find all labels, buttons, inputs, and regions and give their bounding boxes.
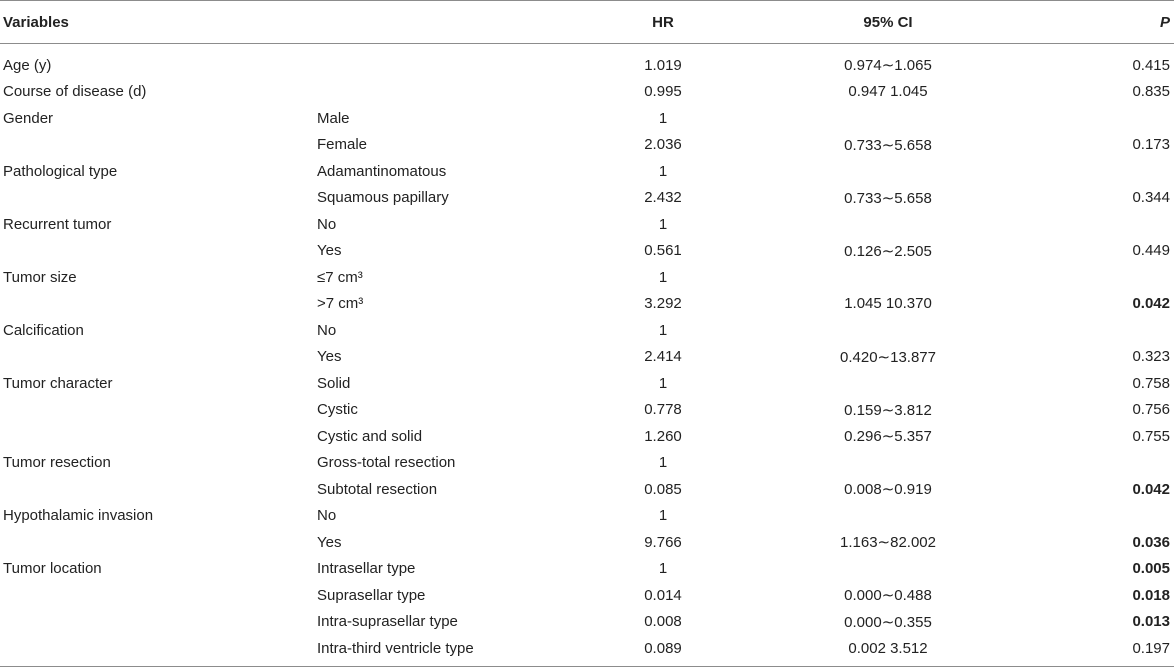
cell-hr: 0.778: [644, 401, 682, 419]
cell-subgroup: Suprasellar type: [317, 586, 426, 604]
header-p: P: [1029, 1, 1174, 44]
cell-hr: 2.414: [644, 348, 682, 366]
cell-ci: [747, 105, 1029, 132]
cell-hr: 1.019: [644, 56, 682, 74]
cell-p: 0.173: [1132, 136, 1170, 154]
cell-ci: [747, 211, 1029, 238]
cell-hr: 3.292: [644, 295, 682, 313]
cell-ci: 0.002 3.512: [747, 635, 1029, 666]
cell-variable: Tumor location: [3, 560, 102, 578]
cell-subgroup: Gross-total resection: [317, 454, 456, 472]
cell-subgroup: Subtotal resection: [317, 480, 438, 498]
cell-subgroup: [313, 44, 579, 79]
table-row: [0, 211, 1174, 238]
cell-subgroup: Intra-suprasellar type: [317, 613, 458, 631]
cell-p: [1029, 450, 1174, 477]
cell-subgroup: Yes: [317, 348, 342, 366]
cell-hr: 1: [658, 454, 668, 472]
cell-variable: Calcification: [3, 321, 84, 339]
cell-variable: [0, 423, 313, 450]
cell-p: [1029, 503, 1174, 530]
cell-ci: [747, 264, 1029, 291]
cell-hr: 2.036: [644, 136, 682, 154]
cell-variable: Tumor character: [3, 374, 113, 392]
header-ci: 95% CI: [747, 1, 1029, 44]
cell-p: [1029, 317, 1174, 344]
cell-variable: Gender: [3, 109, 54, 127]
cell-variable: [0, 344, 313, 371]
cell-subgroup: >7 cm³: [317, 295, 364, 313]
cell-ci: 1.163∼82.002: [840, 534, 936, 552]
cell-subgroup: No: [317, 321, 337, 339]
cell-p: 0.344: [1132, 189, 1170, 207]
cell-variable: [0, 609, 313, 636]
cell-variable: [0, 185, 313, 212]
header-hr: HR: [579, 1, 747, 44]
table-header: [0, 1, 1174, 44]
cell-ci: 0.126∼2.505: [844, 242, 932, 260]
cell-hr: 1: [658, 215, 668, 233]
cell-variable: Age (y): [3, 56, 52, 74]
cell-p: 0.036: [1132, 533, 1170, 551]
cell-subgroup: Intra-third ventricle type: [313, 635, 579, 666]
table-row: [0, 105, 1174, 132]
cell-subgroup: Cystic: [317, 401, 358, 419]
cell-hr: 1.260: [644, 427, 682, 445]
table-row: [0, 582, 1174, 609]
cell-hr: 1: [658, 268, 668, 286]
cell-hr: 9.766: [644, 533, 682, 551]
cell-p: 0.042: [1132, 295, 1170, 313]
cell-ci: 0.000∼0.355: [844, 613, 932, 631]
cell-p: [1029, 264, 1174, 291]
cell-subgroup: ≤7 cm³: [317, 268, 363, 286]
cell-hr: 0.085: [644, 480, 682, 498]
cell-hr: 0.561: [644, 242, 682, 260]
cell-ci: 0.159∼3.812: [844, 401, 932, 419]
cell-p: 0.323: [1132, 348, 1170, 366]
cell-variable: [0, 582, 313, 609]
cell-ci: 0.947 1.045: [848, 83, 928, 101]
cell-ci: [747, 503, 1029, 530]
table-row: [0, 317, 1174, 344]
cell-hr: 1: [658, 109, 668, 127]
table-row: [0, 529, 1174, 556]
table-row: [0, 450, 1174, 477]
cell-variable: [0, 397, 313, 424]
cell-p: [1029, 211, 1174, 238]
header-subgroup: [313, 1, 579, 44]
table-row: [0, 264, 1174, 291]
cell-ci: 1.045 10.370: [844, 295, 932, 313]
cell-p: [1029, 158, 1174, 185]
cell-ci: 0.974∼1.065: [844, 57, 932, 75]
cell-hr: 0.014: [644, 586, 682, 604]
cell-hr: 1: [658, 374, 668, 392]
cell-subgroup: Intrasellar type: [317, 560, 416, 578]
cell-variable: [0, 476, 313, 503]
cell-subgroup: [313, 79, 579, 106]
cell-hr: 1: [658, 560, 668, 578]
cell-p: 0.835: [1132, 83, 1170, 101]
cell-p: 0.755: [1132, 427, 1170, 445]
cell-ci: 0.733∼5.658: [844, 136, 932, 154]
cell-subgroup: Male: [317, 109, 350, 127]
cell-variable: Tumor resection: [3, 454, 111, 472]
cell-hr: 1: [658, 162, 668, 180]
cell-variable: Hypothalamic invasion: [3, 507, 154, 525]
cell-variable: Pathological type: [3, 162, 118, 180]
table-row: [0, 44, 1174, 79]
cell-ci: [747, 370, 1029, 397]
cell-subgroup: Cystic and solid: [317, 427, 423, 445]
cell-hr: 1: [658, 507, 668, 525]
cell-p: 0.042: [1132, 480, 1170, 498]
cell-variable: Recurrent tumor: [3, 215, 112, 233]
cell-variable: [0, 238, 313, 265]
header-row: [0, 1, 1174, 44]
cell-p: 0.756: [1132, 401, 1170, 419]
cell-ci: [747, 317, 1029, 344]
table-row: [0, 635, 1174, 666]
cell-ci: 0.296∼5.357: [844, 428, 932, 446]
cell-p: 0.758: [1132, 374, 1170, 392]
table-row: [0, 132, 1174, 159]
cell-subgroup: No: [317, 215, 337, 233]
table-row: [0, 185, 1174, 212]
table-row: [0, 79, 1174, 106]
cell-p: 0.018: [1132, 586, 1170, 604]
cell-p: 0.449: [1132, 242, 1170, 260]
table-row: [0, 158, 1174, 185]
table-body: [0, 44, 1174, 667]
cell-p: [1029, 105, 1174, 132]
cell-subgroup: Solid: [317, 374, 351, 392]
cell-subgroup: Yes: [317, 533, 342, 551]
table-row: [0, 397, 1174, 424]
cell-subgroup: No: [317, 507, 337, 525]
cell-variable: [0, 529, 313, 556]
cell-hr: 0.008: [644, 613, 682, 631]
cell-p: 0.005: [1132, 560, 1170, 578]
cell-ci: 0.420∼13.877: [840, 348, 936, 366]
cell-ci: 0.733∼5.658: [844, 189, 932, 207]
table-row: [0, 370, 1174, 397]
cell-subgroup: Yes: [317, 242, 342, 260]
cell-ci: [747, 450, 1029, 477]
cell-ci: [747, 556, 1029, 583]
cell-p: 0.197: [1029, 635, 1174, 666]
cell-ci: [747, 158, 1029, 185]
table-row: [0, 423, 1174, 450]
cell-ci: 0.008∼0.919: [844, 481, 932, 499]
cell-p: 0.415: [1132, 56, 1170, 74]
table-row: [0, 238, 1174, 265]
table-row: [0, 556, 1174, 583]
table-row: [0, 476, 1174, 503]
cell-variable: [0, 635, 313, 666]
cell-hr: 2.432: [644, 189, 682, 207]
cell-hr: 1: [658, 321, 668, 339]
cell-variable: [0, 291, 313, 318]
table-row: [0, 609, 1174, 636]
cell-subgroup: Female: [317, 136, 368, 154]
cell-subgroup: Squamous papillary: [317, 189, 449, 207]
table-row: [0, 503, 1174, 530]
cell-variable: Course of disease (d): [3, 83, 147, 101]
cell-subgroup: Adamantinomatous: [317, 162, 447, 180]
cell-hr: 0.995: [644, 83, 682, 101]
table-row: [0, 344, 1174, 371]
cell-hr: 0.089: [579, 635, 747, 666]
cell-p: 0.013: [1132, 613, 1170, 631]
table-row: [0, 291, 1174, 318]
header-variables: Variables: [0, 1, 313, 44]
cell-ci: 0.000∼0.488: [844, 587, 932, 605]
cell-variable: Tumor size: [3, 268, 77, 286]
cell-variable: [0, 132, 313, 159]
